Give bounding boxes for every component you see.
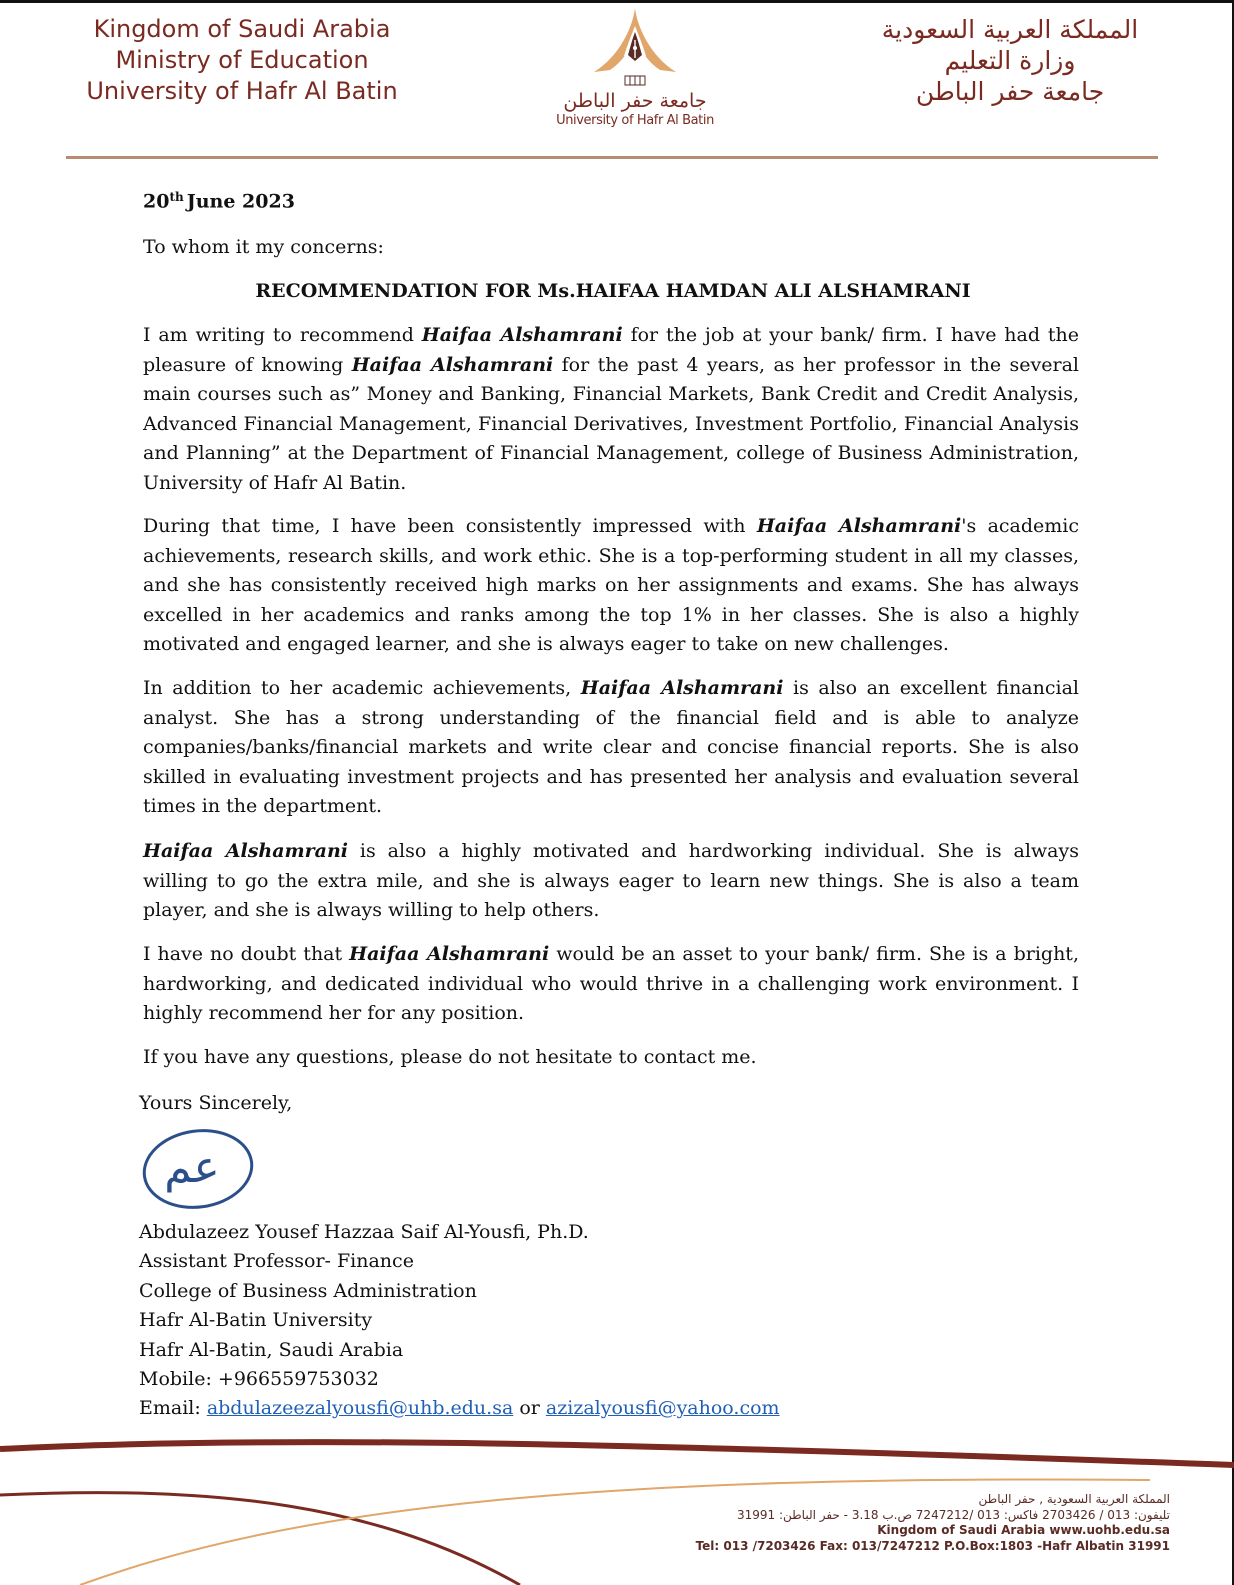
p5-text-a: I have no doubt that (143, 943, 350, 965)
signer-block (139, 1218, 780, 1424)
paragraph-1 (143, 321, 1079, 498)
paragraph-3 (143, 674, 1079, 822)
paragraph-4 (143, 837, 1079, 926)
greeting: To whom it my concerns: (143, 236, 384, 258)
candidate-name: Haifaa Alshamrani (351, 353, 554, 376)
letter-subject: RECOMMENDATION FOR Ms.HAIFAA HAMDAN ALI ALSHAMRANI (255, 280, 971, 302)
paragraph-5 (143, 940, 1079, 1029)
p3-text-a: In addition to her academic achievements, (143, 677, 581, 699)
email-or: or (513, 1397, 546, 1420)
p1-text-a: I am writing to recommend (143, 324, 422, 346)
letterhead-en-line-3: University of Hafr Al Batin (86, 77, 398, 105)
letterhead-english (82, 14, 402, 107)
p1-text-c: for the past 4 years, as her professor in the several main courses such as” Money and Banking, Financial Markets, Bank Credit and Credit Analysis, Advanced Financial Management, Financial Derivatives, Investment Portfolio, Financial Analysis and Planning” at the Department of Financial Management, college of Business Administration, University of Hafr Al Batin. (143, 353, 1079, 494)
footer-en-line-2: Tel: 013 /7203426 Fax: 013/7247212 P.O.Box:1803 -Hafr Albatin 31991 (695, 1538, 1170, 1553)
letterhead-ar-line-1: المملكة العربية السعودية (881, 15, 1139, 44)
candidate-name: Haifaa Alshamrani (580, 677, 784, 699)
signer-college: College of Business Administration (139, 1279, 477, 1302)
university-logo (545, 6, 725, 151)
signer-email-line (139, 1394, 780, 1423)
email-link-uhb[interactable]: abdulazeezalyousfi@uhb.edu.sa (206, 1397, 514, 1420)
letterhead-ar-line-2: وزارة التعليم (944, 46, 1076, 75)
footer-ar-line-2: تليفون: 013 / 2703426 فاكس: 013 /7247212 ص.ب 3.18 - حفر الباطن: 31991 (736, 1507, 1170, 1522)
signer-name: Abdulazeez Yousef Hazzaa Saif Al-Yousfi, Ph.D. (139, 1221, 589, 1243)
candidate-name: Haifaa Alshamrani (143, 840, 349, 862)
email-label: Email: (139, 1397, 207, 1420)
footer-ar-line-1: المملكة العربية السعودية , حفر الباطن (978, 1492, 1170, 1506)
footer-contact-info (696, 1492, 1170, 1554)
paragraph-6: If you have any questions, please do not hesitate to contact me. (143, 1046, 757, 1068)
paragraph-2 (143, 512, 1079, 660)
p2-text-a: During that time, I have been consistently impressed with (143, 515, 757, 537)
pen-tent-logo-icon (590, 6, 680, 88)
handwritten-signature (140, 1124, 260, 1218)
candidate-name: Haifaa Alshamrani (421, 324, 623, 346)
p2-text-b: 's academic achievements, research skills, and work ethic. She is a top-performing student in all my classes, and she has consistently received high marks on her assignments and exams. She has always excelled in her academics and ranks among the top 1% in her classes. She is also a highly motivated and engaged learner, and she is always eager to take on new challenges. (143, 515, 1080, 655)
letter-date (143, 190, 295, 213)
letterhead-en-line-2: Ministry of Education (115, 46, 369, 74)
footer-en-line-1: Kingdom of Saudi Arabia www.uohb.edu.sa (877, 1523, 1170, 1537)
date-month-year: June 2023 (186, 190, 295, 213)
date-day: 20 (143, 190, 170, 213)
signature-initials: عم (164, 1142, 220, 1193)
date-suffix: th (169, 190, 184, 204)
header-divider (66, 156, 1158, 159)
p5-text-b: would be an asset to your bank/ firm. She is a bright, hardworking, and dedicated individual who would thrive in a challenging work environment. I highly recommend her for any position. (143, 943, 1079, 1024)
email-link-yahoo[interactable]: azizalyousfi@yahoo.com (545, 1397, 780, 1420)
p1-text-b: for the job at your bank/ firm. I have had the pleasure of knowing (143, 324, 1079, 376)
p4-text-b: is also a highly motivated and hardworking individual. She is always willing to go the extra mile, and she is always eager to learn new things. She is also a team player, and she is always willing to help others. (143, 840, 1079, 921)
signer-mobile: Mobile: +966559753032 (139, 1368, 379, 1391)
p3-text-b: is also an excellent financial analyst. She has a strong understanding of the financial field and is able to analyze companies/banks/financial markets and write clear and concise financial reports. She is also skilled in evaluating investment projects and has presented her analysis and evaluation several times in the department. (143, 677, 1079, 817)
page-frame-top (0, 0, 1234, 3)
signer-university: Hafr Al-Batin University (139, 1309, 373, 1332)
logo-english-name: University of Hafr Al Batin (556, 113, 714, 128)
letterhead-ar-line-3: جامعة حفر الباطن (915, 77, 1105, 106)
candidate-name: Haifaa Alshamrani (349, 943, 550, 965)
logo-arabic-name: جامعة حفر الباطن (563, 90, 707, 112)
signer-location: Hafr Al-Batin, Saudi Arabia (139, 1338, 404, 1361)
closing: Yours Sincerely, (139, 1092, 293, 1114)
letterhead-en-line-1: Kingdom of Saudi Arabia (93, 15, 391, 43)
signer-title: Assistant Professor- Finance (139, 1250, 414, 1273)
candidate-name: Haifaa Alshamrani (756, 515, 962, 537)
letterhead-arabic (850, 14, 1170, 107)
